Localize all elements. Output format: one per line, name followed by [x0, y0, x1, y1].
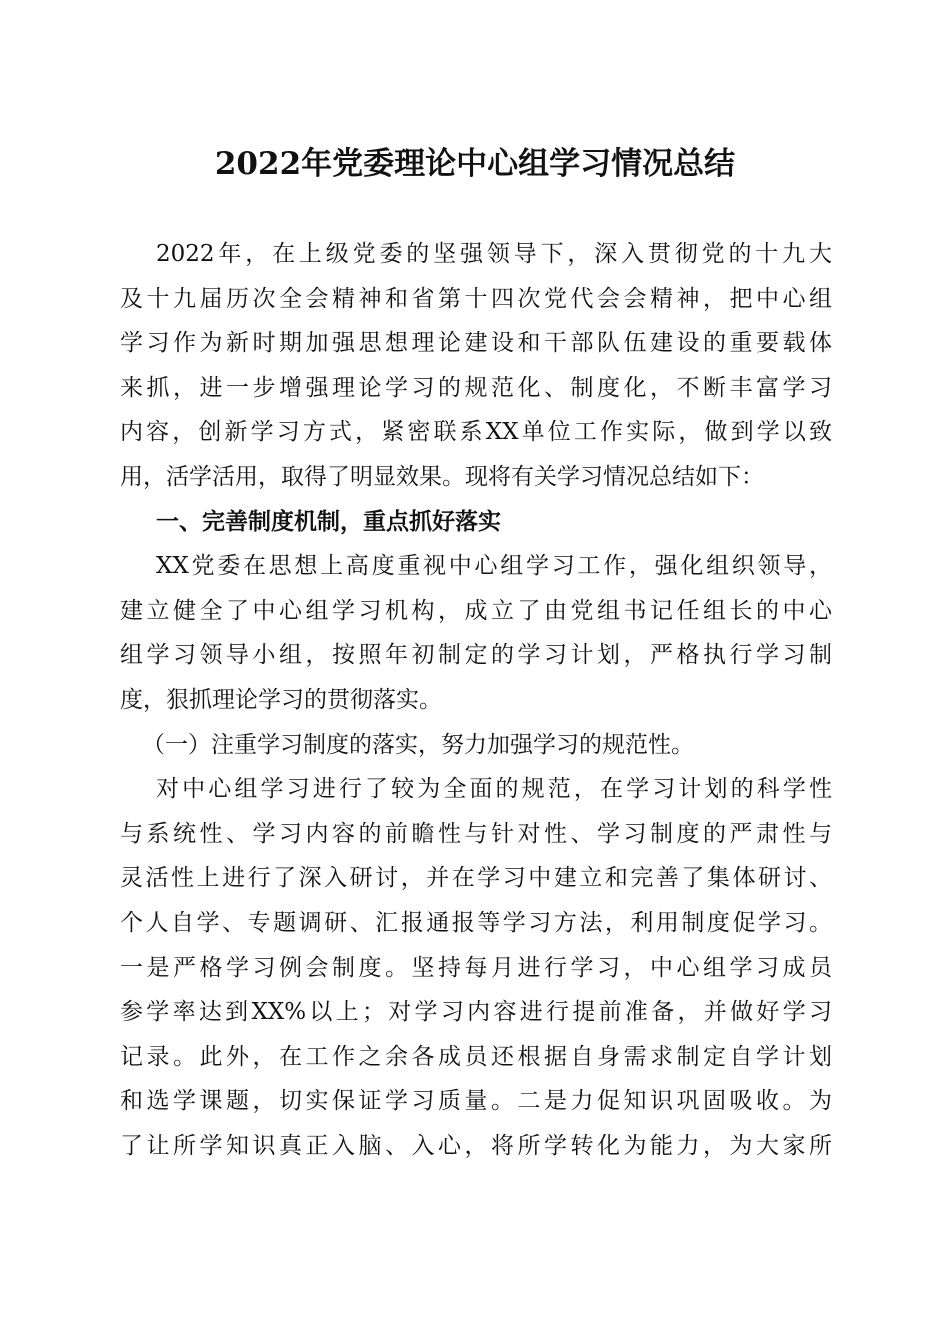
subsection-heading: （一）注重学习制度的落实，努力加强学习的规范性。 — [142, 731, 694, 758]
paragraph-line: 与系统性、学习内容的前瞻性与针对性、学习制度的严肃性与 — [120, 820, 832, 847]
paragraph-line: 用，活学活用，取得了明显效果。现将有关学习情况总结如下： — [120, 463, 764, 490]
paragraph-line: 灵活性上进行了深入研讨，并在学习中建立和完善了集体研讨、 — [120, 865, 832, 892]
paragraph-line: 个人自学、专题调研、汇报通报等学习方法，利用制度促学习。 — [120, 909, 832, 936]
paragraph-line: 了让所学知识真正入脑、入心，将所学转化为能力，为大家所 — [120, 1132, 832, 1159]
paragraph-line: 组学习领导小组，按照年初制定的学习计划，严格执行学习制 — [120, 642, 832, 669]
section-heading: 一、完善制度机制，重点抓好落实 — [156, 508, 501, 535]
paragraph-line: 内容，创新学习方式，紧密联系XX单位工作实际，做到学以致 — [120, 419, 832, 446]
document-title: 2022年党委理论中心组学习情况总结 — [214, 146, 736, 182]
paragraph-line: 对中心组学习进行了较为全面的规范，在学习计划的科学性 — [156, 776, 832, 803]
document-body — [120, 232, 832, 1168]
paragraph-line: XX党委在思想上高度重视中心组学习工作，强化组织领导， — [156, 553, 832, 580]
paragraph-line: 及十九届历次全会精神和省第十四次党代会会精神，把中心组 — [120, 285, 832, 312]
paragraph-line: 2022年，在上级党委的坚强领导下，深入贯彻党的十九大 — [156, 241, 832, 267]
paragraph-line: 记录。此外，在工作之余各成员还根据自身需求制定自学计划 — [120, 1043, 832, 1070]
paragraph-line: 度，狠抓理论学习的贯彻落实。 — [120, 686, 442, 713]
paragraph-line: 参学率达到XX%以上；对学习内容进行提前准备，并做好学习 — [120, 999, 832, 1026]
paragraph-line: 一是严格学习例会制度。坚持每月进行学习，中心组学习成员 — [120, 954, 832, 981]
paragraph-line: 建立健全了中心组学习机构，成立了由党组书记任组长的中心 — [120, 597, 832, 624]
paragraph-line: 和选学课题，切实保证学习质量。二是力促知识巩固吸收。为 — [120, 1088, 832, 1115]
paragraph-line: 学习作为新时期加强思想理论建设和干部队伍建设的重要载体 — [120, 330, 832, 357]
paragraph-line: 来抓，进一步增强理论学习的规范化、制度化，不断丰富学习 — [120, 374, 832, 401]
